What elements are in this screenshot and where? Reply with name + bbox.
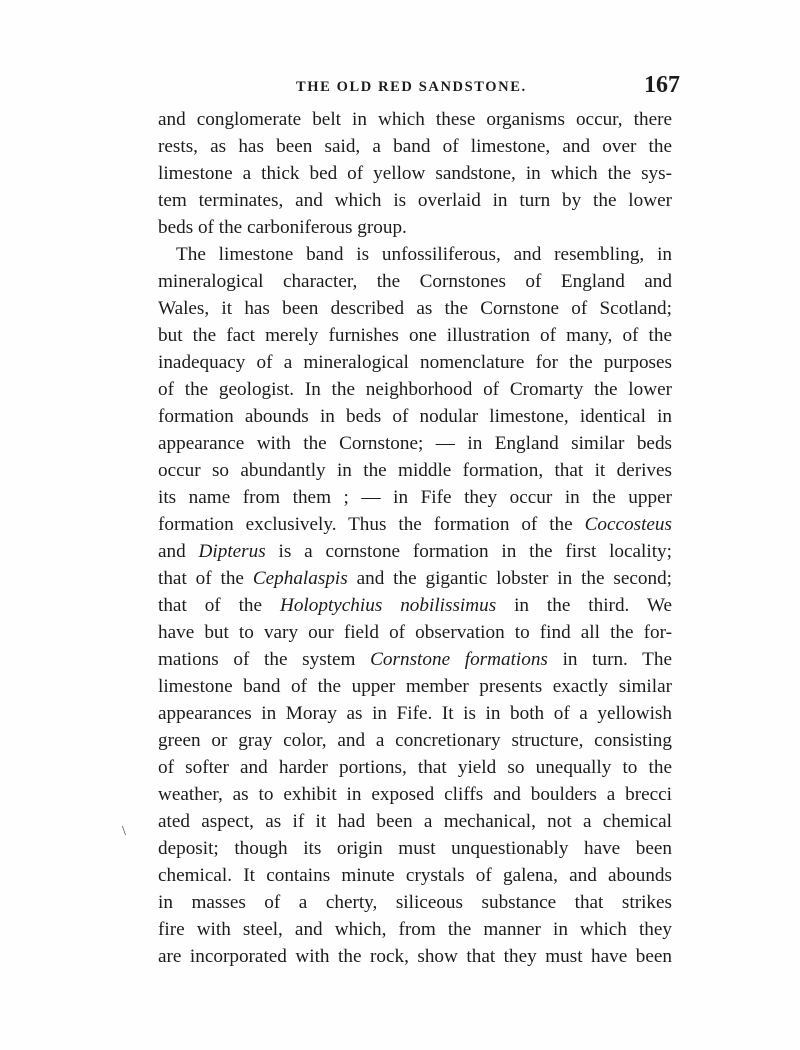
text-line: limestone band of the upper member presents exactly similar bbox=[158, 676, 672, 697]
text-line: beds of the carboniferous group. bbox=[158, 217, 407, 238]
text-run: that of the bbox=[158, 595, 280, 616]
text-line: ated aspect, as if it had been a mechanical, not a chemical bbox=[158, 811, 672, 832]
italic-term: Holoptychius nobilissimus bbox=[279, 595, 497, 616]
italic-term: Cephalaspis bbox=[252, 568, 348, 589]
text-line: formation abounds in beds of nodular limestone, identical in bbox=[158, 406, 672, 427]
text-line: deposit; though its origin must unquestionably have been bbox=[158, 838, 672, 859]
text-line bbox=[158, 592, 672, 619]
text-line: its name from them ; — in Fife they occur in the upper bbox=[158, 487, 672, 508]
text-run: formation exclusively. Thus the formation of the bbox=[158, 514, 585, 535]
italic-term: Dipterus bbox=[198, 541, 266, 562]
text-line: occur so abundantly in the middle formation, that it derives bbox=[158, 460, 672, 481]
page-number: 167 bbox=[644, 72, 680, 98]
text-run: and the gigantic lobster in the second; bbox=[347, 568, 672, 589]
text-run: and bbox=[158, 541, 199, 562]
text-line: in masses of a cherty, siliceous substance that strikes bbox=[158, 892, 672, 913]
text-line: tem terminates, and which is overlaid in turn by the lower bbox=[158, 190, 672, 211]
text-line: mineralogical character, the Cornstones of England and bbox=[158, 271, 672, 292]
body-text bbox=[158, 106, 672, 970]
text-line: green or gray color, and a concretionary structure, consisting bbox=[158, 730, 672, 751]
text-line: are incorporated with the rock, show that they must have been bbox=[158, 946, 672, 967]
text-line bbox=[158, 646, 672, 673]
text-line: inadequacy of a mineralogical nomenclature for the purposes bbox=[158, 352, 672, 373]
text-line: but the fact merely furnishes one illustration of many, of the bbox=[158, 325, 672, 346]
text-line bbox=[158, 538, 672, 565]
italic-term: Coccosteus bbox=[584, 514, 672, 535]
text-line: Wales, it has been described as the Cornstone of Scotland; bbox=[158, 298, 672, 319]
text-line: weather, as to exhibit in exposed cliffs and boulders a brecci bbox=[158, 784, 672, 805]
text-line bbox=[158, 565, 672, 592]
text-line: fire with steel, and which, from the manner in which they bbox=[158, 919, 672, 940]
margin-mark: \ bbox=[122, 824, 126, 839]
text-line: have but to vary our field of observation to find all the for- bbox=[158, 622, 672, 643]
text-line: appearance with the Cornstone; — in England similar beds bbox=[158, 433, 672, 454]
text-run: is a cornstone formation in the first locality; bbox=[265, 541, 672, 562]
text-run: in the third. We bbox=[496, 595, 672, 616]
text-line: and conglomerate belt in which these organisms occur, there bbox=[158, 109, 672, 130]
italic-term: Cornstone formations bbox=[370, 649, 548, 670]
running-head bbox=[160, 72, 680, 104]
text-line: rests, as has been said, a band of limestone, and over the bbox=[158, 136, 672, 157]
text-line bbox=[158, 511, 672, 538]
text-run: that of the bbox=[158, 568, 253, 589]
text-line: limestone a thick bed of yellow sandstone, in which the sys- bbox=[158, 163, 672, 184]
text-line: of softer and harder portions, that yield so unequally to the bbox=[158, 757, 672, 778]
text-line: The limestone band is unfossiliferous, and resembling, in bbox=[176, 244, 672, 265]
text-line: chemical. It contains minute crystals of galena, and abounds bbox=[158, 865, 672, 886]
text-line: of the geologist. In the neighborhood of Cromarty the lower bbox=[158, 379, 672, 400]
text-line: appearances in Moray as in Fife. It is in both of a yellowish bbox=[158, 703, 672, 724]
running-title: THE OLD RED SANDSTONE. bbox=[296, 79, 527, 95]
text-run: in turn. The bbox=[547, 649, 672, 670]
text-run: mations of the system bbox=[158, 649, 371, 670]
